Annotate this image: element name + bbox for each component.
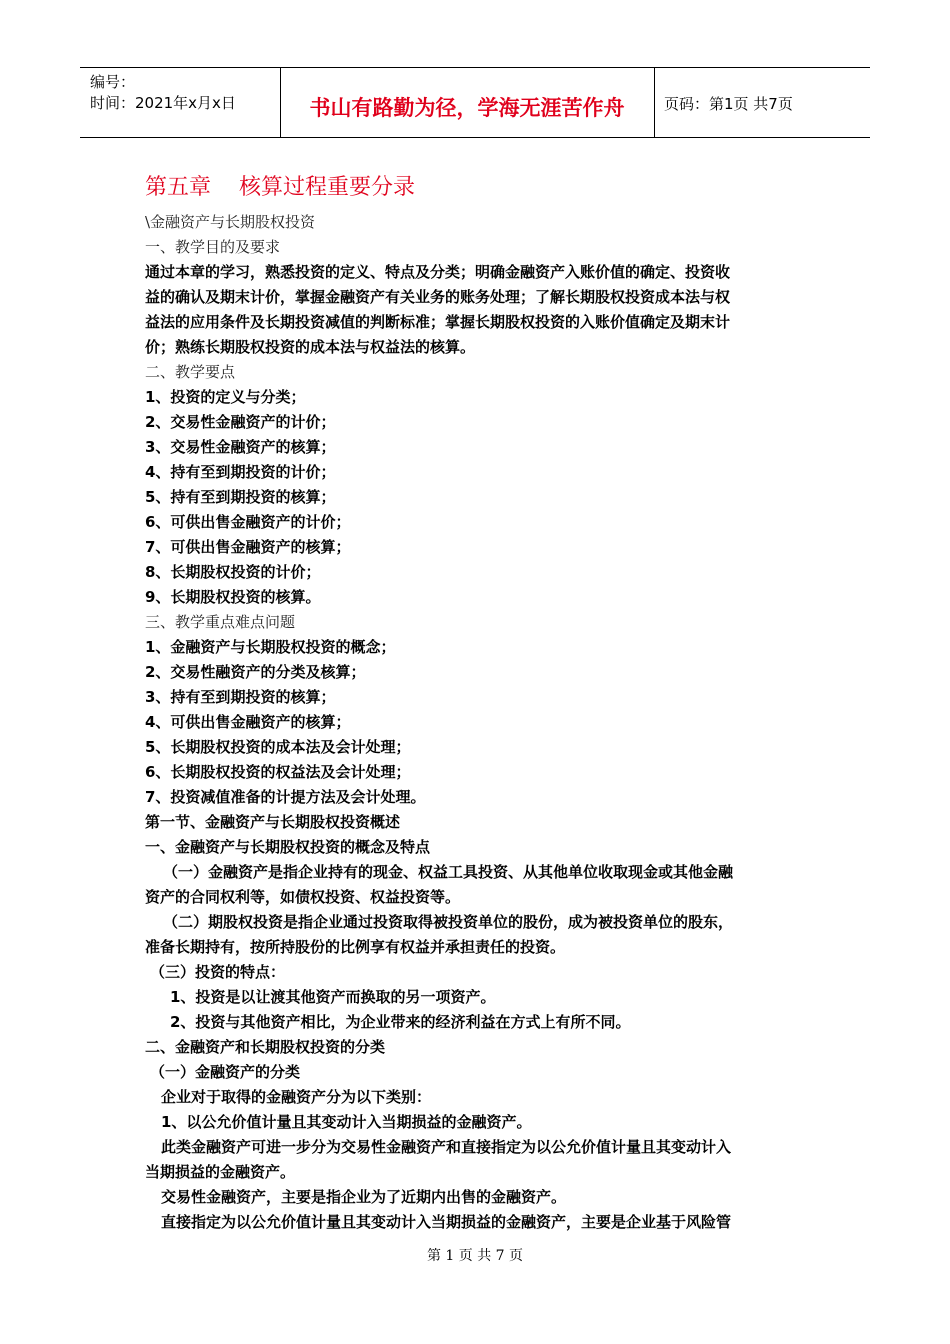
text-line: 资产的合同权利等，如债权投资、权益投资等。 <box>145 888 461 906</box>
header-meta <box>90 72 236 114</box>
text-line: 8、长期股权投资的计价； <box>145 563 321 581</box>
page-footer: 第 1 页 共 7 页 <box>426 1248 524 1264</box>
text-line: 5、长期股权投资的成本法及会计处理； <box>145 738 411 756</box>
text-line: （三）投资的特点： <box>150 963 286 981</box>
text-line: 6、长期股权投资的权益法及会计处理； <box>145 763 411 781</box>
text-line: 1、以公允价值计量且其变动计入当期损益的金融资产。 <box>161 1113 532 1131</box>
text-line: 9、长期股权投资的核算。 <box>145 588 321 606</box>
text-line: 6、可供出售金融资产的计价； <box>145 513 351 531</box>
text-line: 3、持有至到期投资的核算； <box>145 688 336 706</box>
text-line: 准备长期持有，按所持股份的比例享有权益并承担责任的投资。 <box>145 938 566 956</box>
text-line: 一、金融资产与长期股权投资的概念及特点 <box>145 838 431 856</box>
text-line: 2、交易性融资产的分类及核算； <box>145 663 366 681</box>
text-line: 3、交易性金融资产的核算； <box>145 438 336 456</box>
text-line: 2、投资与其他资产相比，为企业带来的经济利益在方式上有所不同。 <box>170 1013 631 1031</box>
text-line: 4、持有至到期投资的计价； <box>145 463 336 481</box>
document-body <box>145 172 810 1235</box>
text-line: 第一节、金融资产与长期股权投资概述 <box>145 813 401 831</box>
text-line: 1、投资的定义与分类； <box>145 388 306 406</box>
text-line: 此类金融资产可进一步分为交易性金融资产和直接指定为以公允价值计量且其变动计入 <box>161 1138 732 1156</box>
text-line: （一）金融资产是指企业持有的现金、权益工具投资、从其他单位收取现金或其他金融 <box>163 863 734 881</box>
text-line: 7、可供出售金融资产的核算； <box>145 538 351 556</box>
text-line: 4、可供出售金融资产的核算； <box>145 713 351 731</box>
text-line: （一）金融资产的分类 <box>150 1063 301 1081</box>
text-line: 通过本章的学习，熟悉投资的定义、特点及分类；明确金融资产入账价值的确定、投资收 <box>145 263 731 281</box>
text-line: 当期损益的金融资产。 <box>145 1163 296 1181</box>
text-line: （二）期股权投资是指企业通过投资取得被投资单位的股份，成为被投资单位的股东， <box>163 913 734 931</box>
text-line: 三、教学重点难点问题 <box>145 613 296 631</box>
text-line: 7、投资减值准备的计提方法及会计处理。 <box>145 788 426 806</box>
text-line: 2、交易性金融资产的计价； <box>145 413 336 431</box>
text-line: 一、教学目的及要求 <box>145 238 281 256</box>
text-line: 交易性金融资产，主要是指企业为了近期内出售的金融资产。 <box>161 1188 567 1206</box>
text-line: 益法的应用条件及长期投资减值的判断标准；掌握长期股权投资的入账价值确定及期末计 <box>145 313 731 331</box>
text-line: 益的确认及期末计价，掌握金融资产有关业务的账务处理；了解长期股权投资成本法与权 <box>145 288 731 306</box>
chapter-title: 第五章 核算过程重要分录 <box>145 175 415 200</box>
header-table <box>80 67 870 138</box>
text-line: 1、金融资产与长期股权投资的概念； <box>145 638 396 656</box>
header-motto: 书山有路勤为径，学海无涯苦作舟 <box>309 96 625 120</box>
header-page-info: 页码：第1页 共7页 <box>664 95 793 113</box>
text-line: 价；熟练长期股权投资的成本法与权益法的核算。 <box>145 338 476 356</box>
header-divider <box>654 68 655 137</box>
text-line: 企业对于取得的金融资产分为以下类别： <box>161 1088 432 1106</box>
text-line: 1、投资是以让渡其他资产而换取的另一项资产。 <box>170 988 496 1006</box>
text-line: 二、金融资产和长期股权投资的分类 <box>145 1038 386 1056</box>
text-lines <box>145 210 810 1235</box>
text-line: 直接指定为以公允价值计量且其变动计入当期损益的金融资产，主要是企业基于风险管 <box>161 1213 732 1231</box>
header-number-label: 编号： <box>90 73 136 91</box>
text-line: \金融资产与长期股权投资 <box>145 213 316 231</box>
text-line: 5、持有至到期投资的核算； <box>145 488 336 506</box>
header-date-label: 时间：2021年x月x日 <box>90 94 236 112</box>
text-line: 二、教学要点 <box>145 363 236 381</box>
